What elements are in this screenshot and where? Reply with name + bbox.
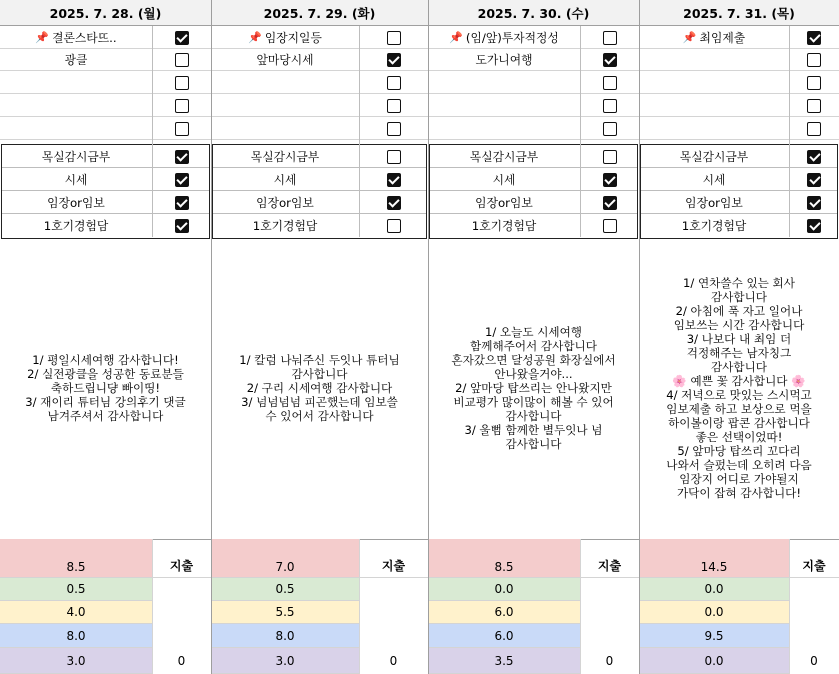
task-label[interactable]	[211, 71, 359, 94]
grid-line	[428, 139, 639, 140]
task-checkbox[interactable]	[603, 31, 617, 45]
spend-value[interactable]: 0	[605, 654, 614, 668]
task-checkbox[interactable]	[175, 122, 189, 136]
task-label[interactable]	[428, 71, 580, 94]
task-label[interactable]	[428, 26, 580, 49]
routine-label: 1호기경험담	[681, 219, 747, 233]
spend-value[interactable]: 0	[389, 654, 398, 668]
day-column	[639, 0, 839, 674]
task-label[interactable]	[428, 94, 580, 117]
routine-checkbox[interactable]	[175, 196, 189, 210]
routine-label: 1호기경험담	[252, 219, 318, 233]
routine-label: 목실감시금부	[41, 150, 111, 164]
stat-value[interactable]: 3.0	[211, 648, 359, 674]
routine-checkbox[interactable]	[175, 219, 189, 233]
routine-checkbox[interactable]	[603, 150, 617, 164]
routine-checkbox[interactable]	[807, 196, 821, 210]
stat-value[interactable]: 0.0	[639, 578, 789, 601]
stat-value[interactable]: 9.5	[639, 624, 789, 648]
pushpin-icon: 📌	[248, 31, 262, 44]
routine-checkbox[interactable]	[603, 196, 617, 210]
task-label[interactable]	[639, 117, 789, 140]
task-label[interactable]	[0, 117, 152, 140]
routine-label: 시세	[64, 173, 88, 187]
task-label[interactable]	[0, 71, 152, 94]
routine-label: 임장or임보	[475, 196, 533, 210]
pushpin-icon: 📌	[35, 31, 50, 44]
task-label[interactable]	[428, 117, 580, 140]
routine-label: 임장or임보	[47, 196, 105, 210]
task-checkbox[interactable]	[175, 31, 189, 45]
task-text: 광클	[64, 53, 88, 67]
routine-label: 목실감시금부	[469, 150, 539, 164]
routine-checkbox[interactable]	[387, 173, 401, 187]
task-label[interactable]	[639, 26, 789, 49]
date-header: 2025. 7. 28. (월)	[0, 0, 211, 26]
task-checkbox[interactable]	[603, 99, 617, 113]
stat-value[interactable]: 0.0	[428, 578, 580, 601]
routine-checkbox[interactable]	[807, 219, 821, 233]
task-label[interactable]	[639, 71, 789, 94]
task-checkbox[interactable]	[387, 31, 401, 45]
task-checkbox[interactable]	[387, 76, 401, 90]
stat-value[interactable]: 6.0	[428, 601, 580, 624]
date-header: 2025. 7. 31. (목)	[639, 0, 839, 26]
stat-value[interactable]: 7.0	[211, 539, 359, 578]
routine-label: 시세	[492, 173, 516, 187]
grid-line	[789, 26, 790, 237]
pushpin-icon: 📌	[449, 31, 463, 44]
grid-line	[211, 139, 428, 140]
grid-line	[359, 26, 360, 237]
date-header: 2025. 7. 30. (수)	[428, 0, 639, 26]
day-column	[428, 0, 639, 674]
gratitude-note[interactable]: 1/ 오늘도 시세여행 함께해주어서 감사합니다 혼자갔으면 달성공원 화장실에서 안나왔을거야... 2/ 앞마당 탑쓰리는 안나왔지만 비교평가 많이많이 해볼 수 있어 감사합니다 3/ 울뻠 함께한 별두잇나 넘 감사합니다	[451, 325, 616, 451]
stat-value[interactable]: 8.0	[0, 624, 152, 648]
routine-label: 시세	[702, 173, 726, 187]
grid-line	[580, 539, 581, 674]
routine-checkbox[interactable]	[387, 219, 401, 233]
task-label[interactable]	[0, 94, 152, 117]
stat-value[interactable]: 0.5	[0, 578, 152, 601]
grid-line	[152, 539, 153, 674]
day-column	[0, 0, 211, 674]
stat-value[interactable]: 4.0	[0, 601, 152, 624]
task-label[interactable]	[211, 26, 359, 49]
stat-value[interactable]: 8.5	[0, 539, 152, 578]
column-divider	[211, 0, 212, 674]
routine-label: 목실감시금부	[250, 150, 320, 164]
stat-value[interactable]: 3.0	[0, 648, 152, 674]
task-checkbox[interactable]	[807, 76, 821, 90]
stat-value[interactable]: 6.0	[428, 624, 580, 648]
task-checkbox[interactable]	[387, 99, 401, 113]
spend-value[interactable]: 0	[177, 654, 186, 668]
task-label[interactable]	[639, 48, 789, 71]
task-checkbox[interactable]	[807, 122, 821, 136]
stat-value[interactable]: 3.5	[428, 648, 580, 674]
stat-value[interactable]: 5.5	[211, 601, 359, 624]
stat-value[interactable]: 0.0	[639, 601, 789, 624]
task-checkbox[interactable]	[807, 99, 821, 113]
task-checkbox[interactable]	[807, 31, 821, 45]
task-label[interactable]	[211, 94, 359, 117]
routine-label: 시세	[273, 173, 297, 187]
column-divider	[428, 0, 429, 674]
spend-label: 지출	[359, 539, 428, 578]
stat-value[interactable]: 0.5	[211, 578, 359, 601]
routine-checkbox[interactable]	[387, 150, 401, 164]
task-label[interactable]	[0, 26, 152, 49]
day-column	[211, 0, 428, 674]
routine-checkbox[interactable]	[387, 196, 401, 210]
task-text: 임장지일등	[264, 31, 322, 45]
routine-checkbox[interactable]	[175, 150, 189, 164]
spend-label: 지출	[580, 539, 639, 578]
pushpin-icon: 📌	[682, 31, 697, 44]
task-checkbox[interactable]	[387, 122, 401, 136]
task-text: 결론스타뜨..	[52, 31, 117, 45]
grid-line	[789, 539, 790, 674]
grid-line	[359, 539, 360, 674]
task-label[interactable]	[639, 94, 789, 117]
grid-line	[152, 26, 153, 237]
task-checkbox[interactable]	[603, 53, 617, 67]
task-checkbox[interactable]	[603, 76, 617, 90]
grid-line	[580, 26, 581, 237]
stat-value[interactable]: 8.5	[428, 539, 580, 578]
routine-checkbox[interactable]	[175, 173, 189, 187]
task-checkbox[interactable]	[387, 53, 401, 67]
stat-value[interactable]: 0.0	[639, 648, 789, 674]
stat-value[interactable]: 14.5	[639, 539, 789, 578]
task-checkbox[interactable]	[175, 53, 189, 67]
stat-value[interactable]: 8.0	[211, 624, 359, 648]
task-checkbox[interactable]	[807, 53, 821, 67]
task-text: 앞마당시세	[256, 53, 314, 67]
task-label[interactable]	[211, 117, 359, 140]
task-checkbox[interactable]	[175, 99, 189, 113]
routine-checkbox[interactable]	[603, 173, 617, 187]
grid-line	[0, 139, 211, 140]
task-label[interactable]	[211, 48, 359, 71]
task-checkbox[interactable]	[603, 122, 617, 136]
task-checkbox[interactable]	[175, 76, 189, 90]
routine-label: 임장or임보	[256, 196, 314, 210]
task-text: 최임제출	[699, 31, 746, 45]
spend-value[interactable]: 0	[810, 654, 818, 668]
gratitude-note[interactable]: 1/ 칼럼 나눠주신 두잇나 튜터님 감사합니다 2/ 구리 시세여행 감사합니다 3/ 넘넘넘넘 피곤했는데 임보쓸 수 있어서 감사합니다	[239, 353, 400, 423]
routine-checkbox[interactable]	[807, 150, 821, 164]
routine-checkbox[interactable]	[603, 219, 617, 233]
task-text: (임/앞)투자적정성	[465, 31, 559, 45]
spend-label: 지출	[152, 539, 211, 578]
grid-line	[639, 139, 839, 140]
task-label[interactable]	[428, 48, 580, 71]
column-divider	[639, 0, 640, 674]
date-header: 2025. 7. 29. (화)	[211, 0, 428, 26]
routine-label: 1호기경험담	[471, 219, 537, 233]
task-label[interactable]	[0, 48, 152, 71]
routine-checkbox[interactable]	[807, 173, 821, 187]
routine-label: 1호기경험담	[43, 219, 109, 233]
task-text: 도가니여행	[475, 53, 533, 67]
routine-label: 목실감시금부	[679, 150, 749, 164]
gratitude-note[interactable]: 1/ 평일시세여행 감사합니다! 2/ 실전광클을 성공한 동료분들 축하드립니댱 빠이띵! 3/ 재이리 튜터님 강의후기 댓글 남겨주셔서 감사합니다	[25, 353, 186, 423]
gratitude-note[interactable]: 1/ 연차쓸수 있는 회사 감사합니다 2/ 아침에 푹 자고 일어나 임보쓰는 시간 감사합니다 3/ 나보다 내 최임 더 걱정해주는 남자칭그 감사합니다 🌸 예쁜 꽃 감사합니다 🌸 4/ 저녁으로 맛있는 스시먹고 임보제출 하고 보상으로 먹을 하이볼이랑 팝콘 감사합니다 좋은 선택이었따! 5/ 앞마당 탑쓰리 꼬다리 나와서 슬펐는데 오히려 다음 임장지 어디로 가야될지 가닥이 잡혀 감사합니다!	[666, 276, 812, 500]
spend-label: 지출	[789, 539, 839, 578]
routine-label: 임장or임보	[685, 196, 743, 210]
